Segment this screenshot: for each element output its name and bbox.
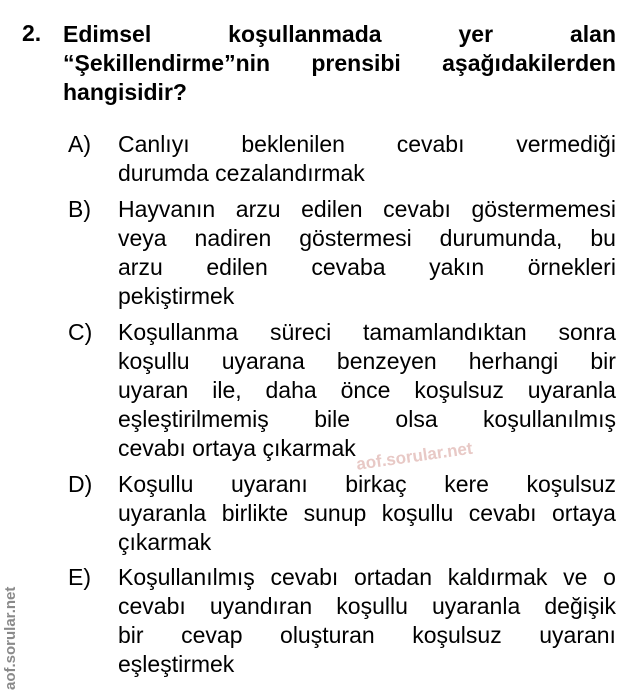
word: durumunda, bbox=[439, 225, 563, 251]
word: cevaba bbox=[311, 254, 386, 280]
option-line bbox=[118, 621, 616, 650]
word: beklenilen bbox=[241, 131, 345, 157]
word: nadiren bbox=[194, 225, 272, 251]
word: uyaranla bbox=[432, 593, 521, 619]
word: kaldırmak bbox=[447, 564, 548, 590]
word: bile bbox=[314, 406, 351, 432]
word: daha bbox=[265, 377, 317, 403]
word: “Şekillendirme”nin bbox=[63, 50, 271, 76]
option-line bbox=[118, 224, 616, 253]
word: birlikte bbox=[221, 500, 289, 526]
word: değişik bbox=[544, 593, 616, 619]
word: Koşullu bbox=[118, 471, 194, 497]
word: ve bbox=[563, 564, 588, 590]
word: olsa bbox=[395, 406, 438, 432]
option-line bbox=[118, 253, 616, 282]
word: oluşturan bbox=[280, 622, 375, 648]
word: ortaya bbox=[552, 500, 616, 526]
word: cevabı bbox=[396, 131, 465, 157]
watermark-side: aof.sorular.net bbox=[2, 586, 19, 690]
question-number: 2. bbox=[22, 20, 42, 46]
word: göstermemesi bbox=[471, 196, 616, 222]
question-line bbox=[63, 20, 616, 49]
word: uyaranı bbox=[231, 471, 308, 497]
option-letter: B) bbox=[68, 196, 91, 222]
option-letter: D) bbox=[68, 471, 93, 497]
word: yakın bbox=[429, 254, 485, 280]
option-line bbox=[118, 563, 616, 592]
word: tamamlandıktan bbox=[363, 319, 527, 345]
word: göstermesi bbox=[299, 225, 412, 251]
word: arzu bbox=[235, 196, 281, 222]
word: süreci bbox=[269, 319, 332, 345]
option-line bbox=[118, 405, 616, 434]
word: koşullu bbox=[381, 500, 454, 526]
option-line bbox=[118, 499, 616, 528]
word: koşullu bbox=[336, 593, 408, 619]
word: uyaranı bbox=[539, 622, 616, 648]
option-line bbox=[118, 376, 616, 405]
word: cevabı bbox=[468, 500, 537, 526]
option-line: cevabı ortaya çıkarmak bbox=[118, 435, 356, 461]
word: edilen bbox=[301, 196, 363, 222]
word: uyandıran bbox=[209, 593, 313, 619]
word: birkaç bbox=[345, 471, 407, 497]
word: koşulsuz bbox=[412, 622, 502, 648]
word: Koşullanılmış bbox=[118, 564, 255, 590]
word: herhangi bbox=[468, 348, 559, 374]
word: sunup bbox=[303, 500, 367, 526]
word: cevabı bbox=[270, 564, 339, 590]
word: ortadan bbox=[353, 564, 432, 590]
word: koşullu bbox=[118, 348, 190, 374]
option-line: çıkarmak bbox=[118, 529, 212, 555]
word: bir bbox=[590, 348, 616, 374]
word: cevap bbox=[181, 622, 243, 648]
option-line bbox=[118, 195, 616, 224]
option-line bbox=[118, 470, 616, 499]
option-letter: E) bbox=[68, 564, 91, 590]
word: aşağıdakilerden bbox=[442, 50, 616, 76]
word: alan bbox=[569, 21, 616, 47]
watermark-center: aof.sorular.net bbox=[355, 438, 474, 474]
word: uyarana bbox=[221, 348, 305, 374]
word: cevabı bbox=[383, 196, 451, 222]
word: örnekleri bbox=[527, 254, 616, 280]
option-line bbox=[118, 592, 616, 621]
word: edilen bbox=[206, 254, 268, 280]
word: uyaran bbox=[118, 377, 189, 403]
word: koşullanmada bbox=[228, 21, 382, 47]
word: cevabı bbox=[118, 593, 186, 619]
option-line: pekiştirmek bbox=[118, 283, 235, 309]
word: Koşullanma bbox=[118, 319, 239, 345]
word: benzeyen bbox=[336, 348, 437, 374]
word: önce bbox=[340, 377, 391, 403]
word: koşullanılmış bbox=[483, 406, 616, 432]
word: Edimsel bbox=[63, 21, 152, 47]
option-line bbox=[118, 130, 616, 159]
word: Hayvanın bbox=[118, 196, 216, 222]
question-line bbox=[63, 49, 616, 78]
word: koşulsuz bbox=[414, 377, 504, 403]
word: sonra bbox=[558, 319, 616, 345]
option-line bbox=[118, 318, 616, 347]
option-line: durumda cezalandırmak bbox=[118, 160, 365, 186]
option-line bbox=[118, 347, 616, 376]
word: Canlıyı bbox=[118, 131, 190, 157]
word: prensibi bbox=[311, 50, 401, 76]
question-line: hangisidir? bbox=[63, 79, 187, 105]
word: o bbox=[603, 564, 616, 590]
word: kere bbox=[444, 471, 489, 497]
word: uyaranla bbox=[527, 377, 616, 403]
word: bir bbox=[118, 622, 144, 648]
option-letter: A) bbox=[68, 131, 91, 157]
word: uyaranla bbox=[118, 500, 207, 526]
word: yer bbox=[458, 21, 494, 47]
word: ile, bbox=[212, 377, 242, 403]
word: vermediği bbox=[516, 131, 616, 157]
word: koşulsuz bbox=[526, 471, 616, 497]
word: veya bbox=[118, 225, 167, 251]
option-letter: C) bbox=[68, 319, 93, 345]
option-line: eşleştirmek bbox=[118, 651, 235, 677]
word: arzu bbox=[118, 254, 163, 280]
word: bu bbox=[590, 225, 616, 251]
word: eşleştirilmemiş bbox=[118, 406, 269, 432]
